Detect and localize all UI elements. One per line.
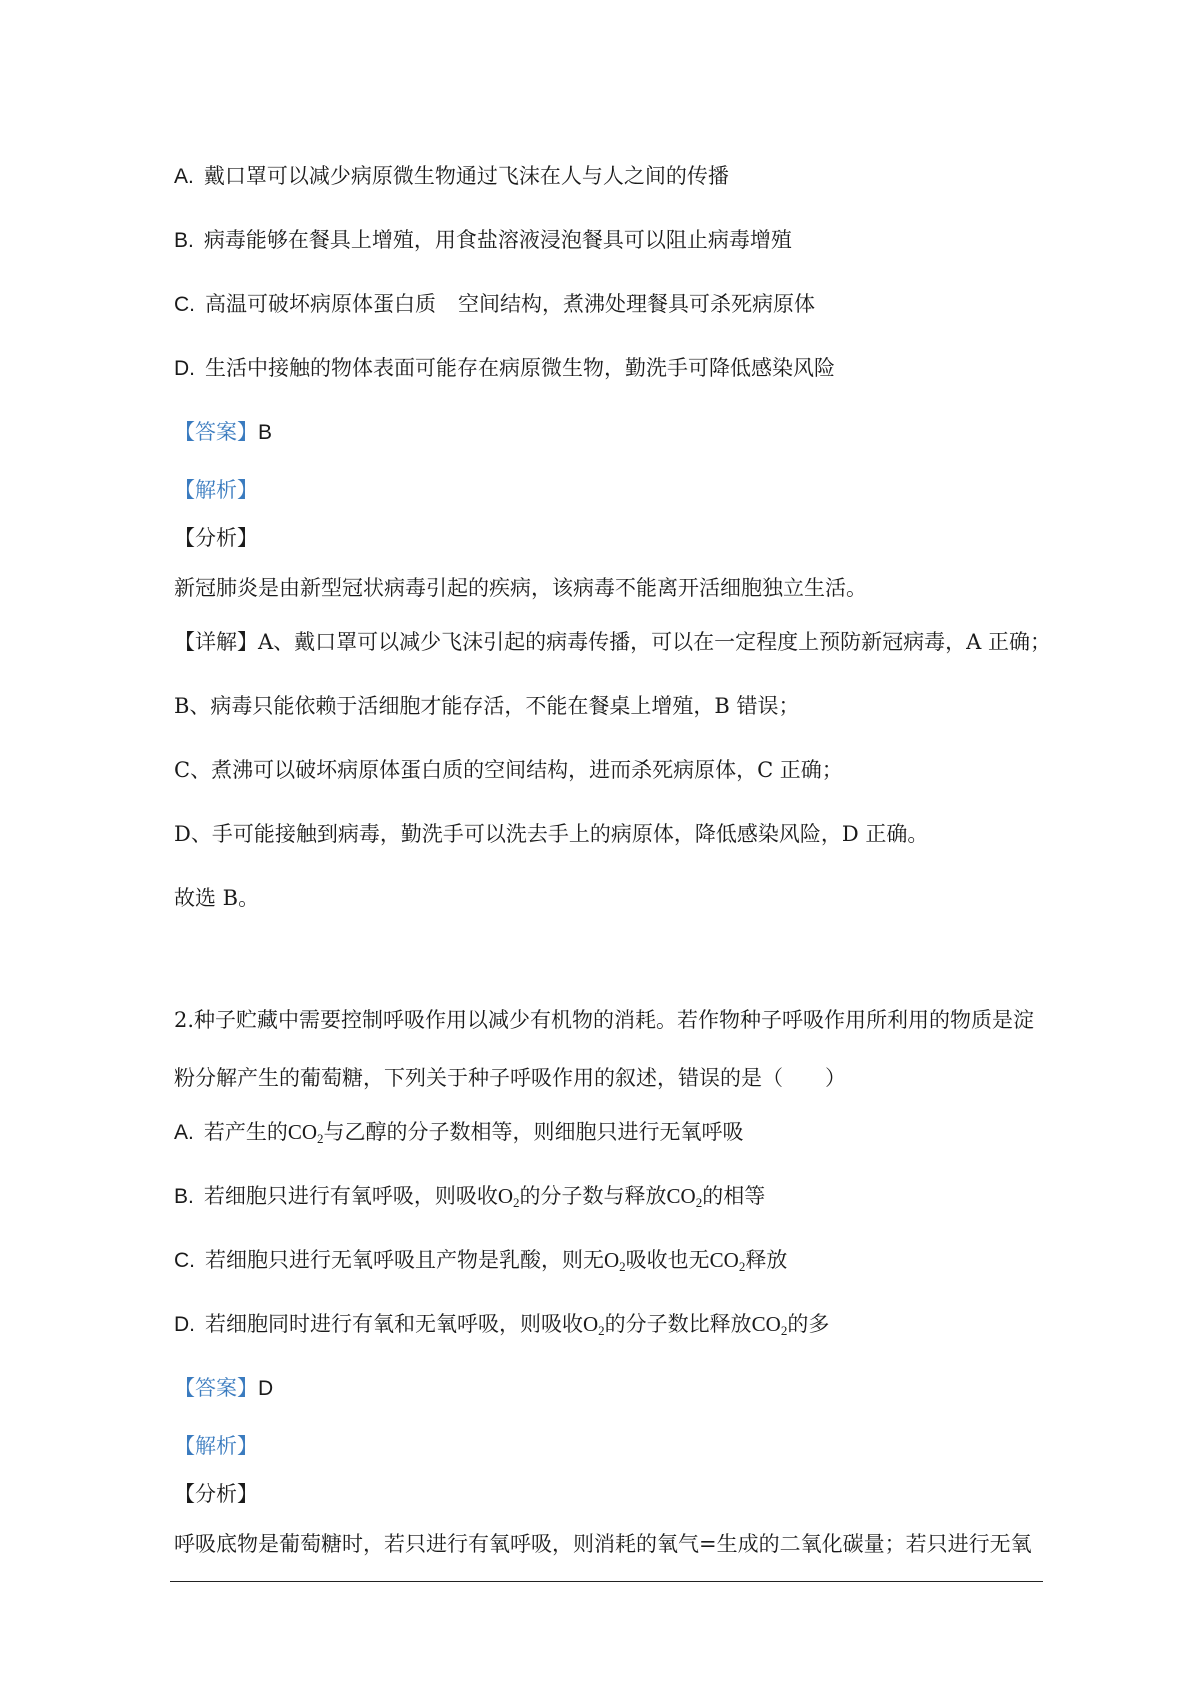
q1-detail-a-text: A、戴口罩可以减少飞沫引起的病毒传播，可以在一定程度上预防新冠病毒，A 正确；	[258, 630, 1052, 654]
q2-option-c-letter: C.	[174, 1249, 195, 1272]
q1-option-b-text: 病毒能够在餐具上增殖，用食盐溶液浸泡餐具可以阻止病毒增殖	[203, 228, 792, 252]
q2-option-d-p1: 若细胞同时进行有氧和无氧呼吸，则吸收	[205, 1312, 583, 1336]
q2-option-c-sub1: 2	[619, 1259, 626, 1274]
q2-option-c	[174, 1246, 787, 1275]
q2-option-a-sub1: 2	[317, 1131, 324, 1146]
q2-option-b	[174, 1182, 765, 1211]
q1-detail-a	[174, 628, 1051, 656]
q1-conclusion: 故选 B。	[174, 886, 260, 910]
q2-stem-line1: 2.种子贮藏中需要控制呼吸作用以减少有机物的消耗。若作物种子呼吸作用所利用的物质是淀	[174, 1008, 1035, 1032]
q2-option-d-chem2: CO	[751, 1312, 781, 1336]
q2-option-a	[174, 1118, 744, 1147]
page-footer-rule	[170, 1581, 1043, 1582]
q2-option-b-sub1: 2	[513, 1195, 520, 1210]
q2-fenxi-label: 【分析】	[174, 1482, 258, 1506]
q1-option-d-letter: D.	[174, 357, 195, 380]
q1-option-a-text: 戴口罩可以减少病原微生物通过飞沫在人与人之间的传播	[203, 164, 729, 188]
q2-option-b-p3: 的相等	[702, 1184, 766, 1208]
q2-answer-label: 【答案】	[174, 1376, 258, 1400]
q1-option-c-text-2: 空间结构，煮沸处理餐具可杀死病原体	[458, 292, 815, 316]
q2-option-c-p2: 吸收也无	[625, 1248, 710, 1272]
q2-option-d-sub2: 2	[780, 1323, 788, 1338]
q2-option-a-p1: 若产生的	[203, 1120, 288, 1144]
q1-jiexi-label: 【解析】	[174, 478, 258, 502]
q1-option-d	[174, 354, 835, 383]
q2-option-a-p2: 与乙醇的分子数相等，则细胞只进行无氧呼吸	[323, 1120, 744, 1144]
q1-option-b-letter: B.	[174, 229, 194, 252]
q1-answer-value: B	[258, 421, 273, 444]
q1-option-d-text: 生活中接触的物体表面可能存在病原微生物，勤洗手可降低感染风险	[205, 356, 835, 380]
q2-jiexi-label: 【解析】	[174, 1434, 258, 1458]
q2-answer	[174, 1374, 273, 1403]
q2-option-d-p2: 的分子数比释放	[604, 1312, 752, 1336]
q1-option-c-text-1: 高温可破坏病原体蛋白质	[205, 292, 436, 316]
q2-option-b-chem1: O	[497, 1184, 514, 1208]
q1-detail-d: D、手可能接触到病毒，勤洗手可以洗去手上的病原体，降低感染风险，D 正确。	[174, 822, 929, 846]
q1-answer-label: 【答案】	[174, 420, 258, 444]
q2-option-d-chem1: O	[583, 1312, 599, 1336]
q1-answer	[174, 418, 272, 447]
q2-option-b-p1: 若细胞只进行有氧呼吸，则吸收	[203, 1184, 498, 1208]
q1-option-a-letter: A.	[174, 165, 194, 188]
q2-answer-value: D	[258, 1377, 274, 1400]
q2-option-d	[174, 1310, 829, 1339]
q2-option-c-p1: 若细胞只进行无氧呼吸且产物是乳酸，则无	[205, 1248, 604, 1272]
q2-option-b-sub2: 2	[695, 1195, 703, 1210]
q2-option-b-letter: B.	[174, 1185, 194, 1208]
q2-option-c-chem2: CO	[709, 1248, 739, 1272]
q1-fenxi-label: 【分析】	[174, 526, 258, 550]
q2-fenxi-text: 呼吸底物是葡萄糖时，若只进行有氧呼吸，则消耗的氧气=生成的二氧化碳量；若只进行无氧	[174, 1532, 1032, 1556]
q1-detail-b: B、病毒只能依赖于活细胞才能存活，不能在餐桌上增殖，B 错误；	[174, 694, 800, 718]
q1-fenxi-text: 新冠肺炎是由新型冠状病毒引起的疾病，该病毒不能离开活细胞独立生活。	[174, 576, 867, 600]
q2-option-d-sub1: 2	[598, 1323, 605, 1338]
q1-option-a	[174, 162, 729, 191]
q2-option-c-chem1: O	[604, 1248, 620, 1272]
q2-option-b-p2: 的分子数与释放	[519, 1184, 667, 1208]
q2-option-c-sub2: 2	[738, 1259, 746, 1274]
q1-option-b	[174, 226, 792, 255]
q2-option-a-chem1: CO	[287, 1120, 318, 1144]
q2-stem-line2: 粉分解产生的葡萄糖，下列关于种子呼吸作用的叙述，错误的是（ ）	[174, 1066, 846, 1090]
q2-option-c-p3: 释放	[745, 1248, 788, 1272]
q2-option-d-letter: D.	[174, 1313, 195, 1336]
q1-option-c	[174, 290, 815, 319]
q1-detail-c: C、煮沸可以破坏病原体蛋白质的空间结构，进而杀死病原体，C 正确；	[174, 758, 843, 782]
q1-xiangjie-label: 【详解】	[174, 630, 258, 654]
q1-option-c-letter: C.	[174, 293, 195, 316]
q2-option-a-letter: A.	[174, 1121, 194, 1144]
q2-option-d-p3: 的多	[787, 1312, 830, 1336]
q2-option-b-chem2: CO	[666, 1184, 696, 1208]
